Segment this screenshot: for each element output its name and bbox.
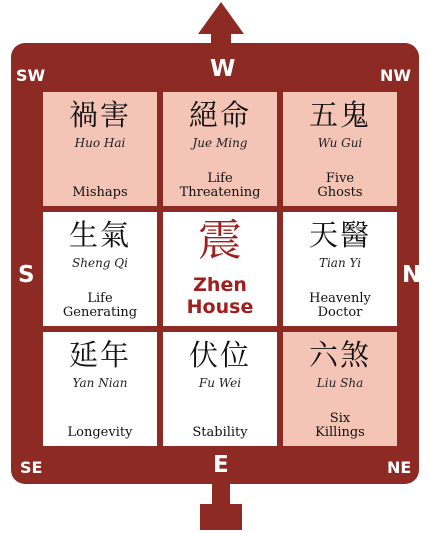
cell-meaning-line: Stability [192, 425, 248, 440]
center-name-line: House [186, 296, 254, 318]
cell-meaning-line: Doctor [317, 305, 363, 320]
cell-meaning-line: Six [329, 411, 351, 426]
cell-pinyin: Jue Ming [192, 136, 248, 150]
cell-meaning-line: Threatening [179, 185, 261, 200]
west-arrow-icon [196, 0, 246, 48]
cell-hanzi: 天醫 [308, 218, 371, 252]
cell-pinyin: Liu Sha [316, 376, 364, 390]
cell-meaning [45, 186, 155, 200]
cell-sheng-qi [43, 212, 157, 326]
cell-meaning-line: Longevity [67, 425, 133, 440]
cell-pinyin: Yan Nian [72, 376, 128, 390]
cell-meaning-line: Killings [315, 425, 365, 440]
cell-meaning-line: Life [87, 291, 113, 306]
cell-hanzi: 六煞 [308, 338, 371, 372]
direction-left-label: S [18, 262, 35, 288]
cell-meaning [165, 426, 275, 440]
cell-meaning-line: Mishaps [72, 185, 128, 200]
direction-bottom-label: E [213, 452, 229, 478]
cell-pinyin: Sheng Qi [72, 256, 128, 270]
cell-meaning [285, 172, 395, 200]
cell-pinyin: Huo Hai [74, 136, 126, 150]
cell-huo-hai [43, 92, 157, 206]
cell-meaning-line: Life [207, 171, 233, 186]
direction-bottom-left-label: SE [20, 458, 43, 477]
center-hanzi: 震 [198, 215, 242, 266]
cell-meaning [285, 292, 395, 320]
cell-meaning-line: Generating [62, 305, 138, 320]
cell-hanzi: 絕命 [188, 98, 251, 132]
cell-pinyin: Tian Yi [318, 256, 362, 270]
cell-hanzi: 伏位 [188, 338, 251, 372]
cell-hanzi: 生氣 [68, 218, 131, 252]
cell-pinyin: Wu Gui [317, 136, 363, 150]
cell-hanzi: 延年 [68, 338, 131, 372]
direction-top-left-label: SW [16, 66, 46, 85]
cell-hanzi: 禍害 [68, 98, 131, 132]
cell-meaning-line: Heavenly [309, 291, 371, 306]
cell-hanzi: 五鬼 [308, 98, 371, 132]
cell-meaning [165, 172, 275, 200]
cell-meaning [45, 292, 155, 320]
cell-jue-ming [163, 92, 277, 206]
cell-liu-sha [283, 332, 397, 446]
cell-yan-nian [43, 332, 157, 446]
direction-top-label: W [210, 56, 236, 82]
cell-fu-wei [163, 332, 277, 446]
center-name-line: Zhen [193, 274, 247, 296]
center-house-name [163, 274, 277, 318]
direction-bottom-right-label: NE [387, 458, 412, 477]
direction-top-right-label: NW [380, 66, 412, 85]
cell-center-house [163, 212, 277, 326]
cell-meaning [285, 412, 395, 440]
cell-meaning-line: Five [325, 171, 355, 186]
east-arrow-icon [198, 482, 244, 530]
cell-wu-gui [283, 92, 397, 206]
cell-tian-yi [283, 212, 397, 326]
cell-meaning-line: Ghosts [317, 185, 363, 200]
direction-right-label: N [402, 262, 422, 288]
cell-meaning [45, 426, 155, 440]
bagua-grid [43, 92, 397, 446]
cell-pinyin: Fu Wei [198, 376, 242, 390]
